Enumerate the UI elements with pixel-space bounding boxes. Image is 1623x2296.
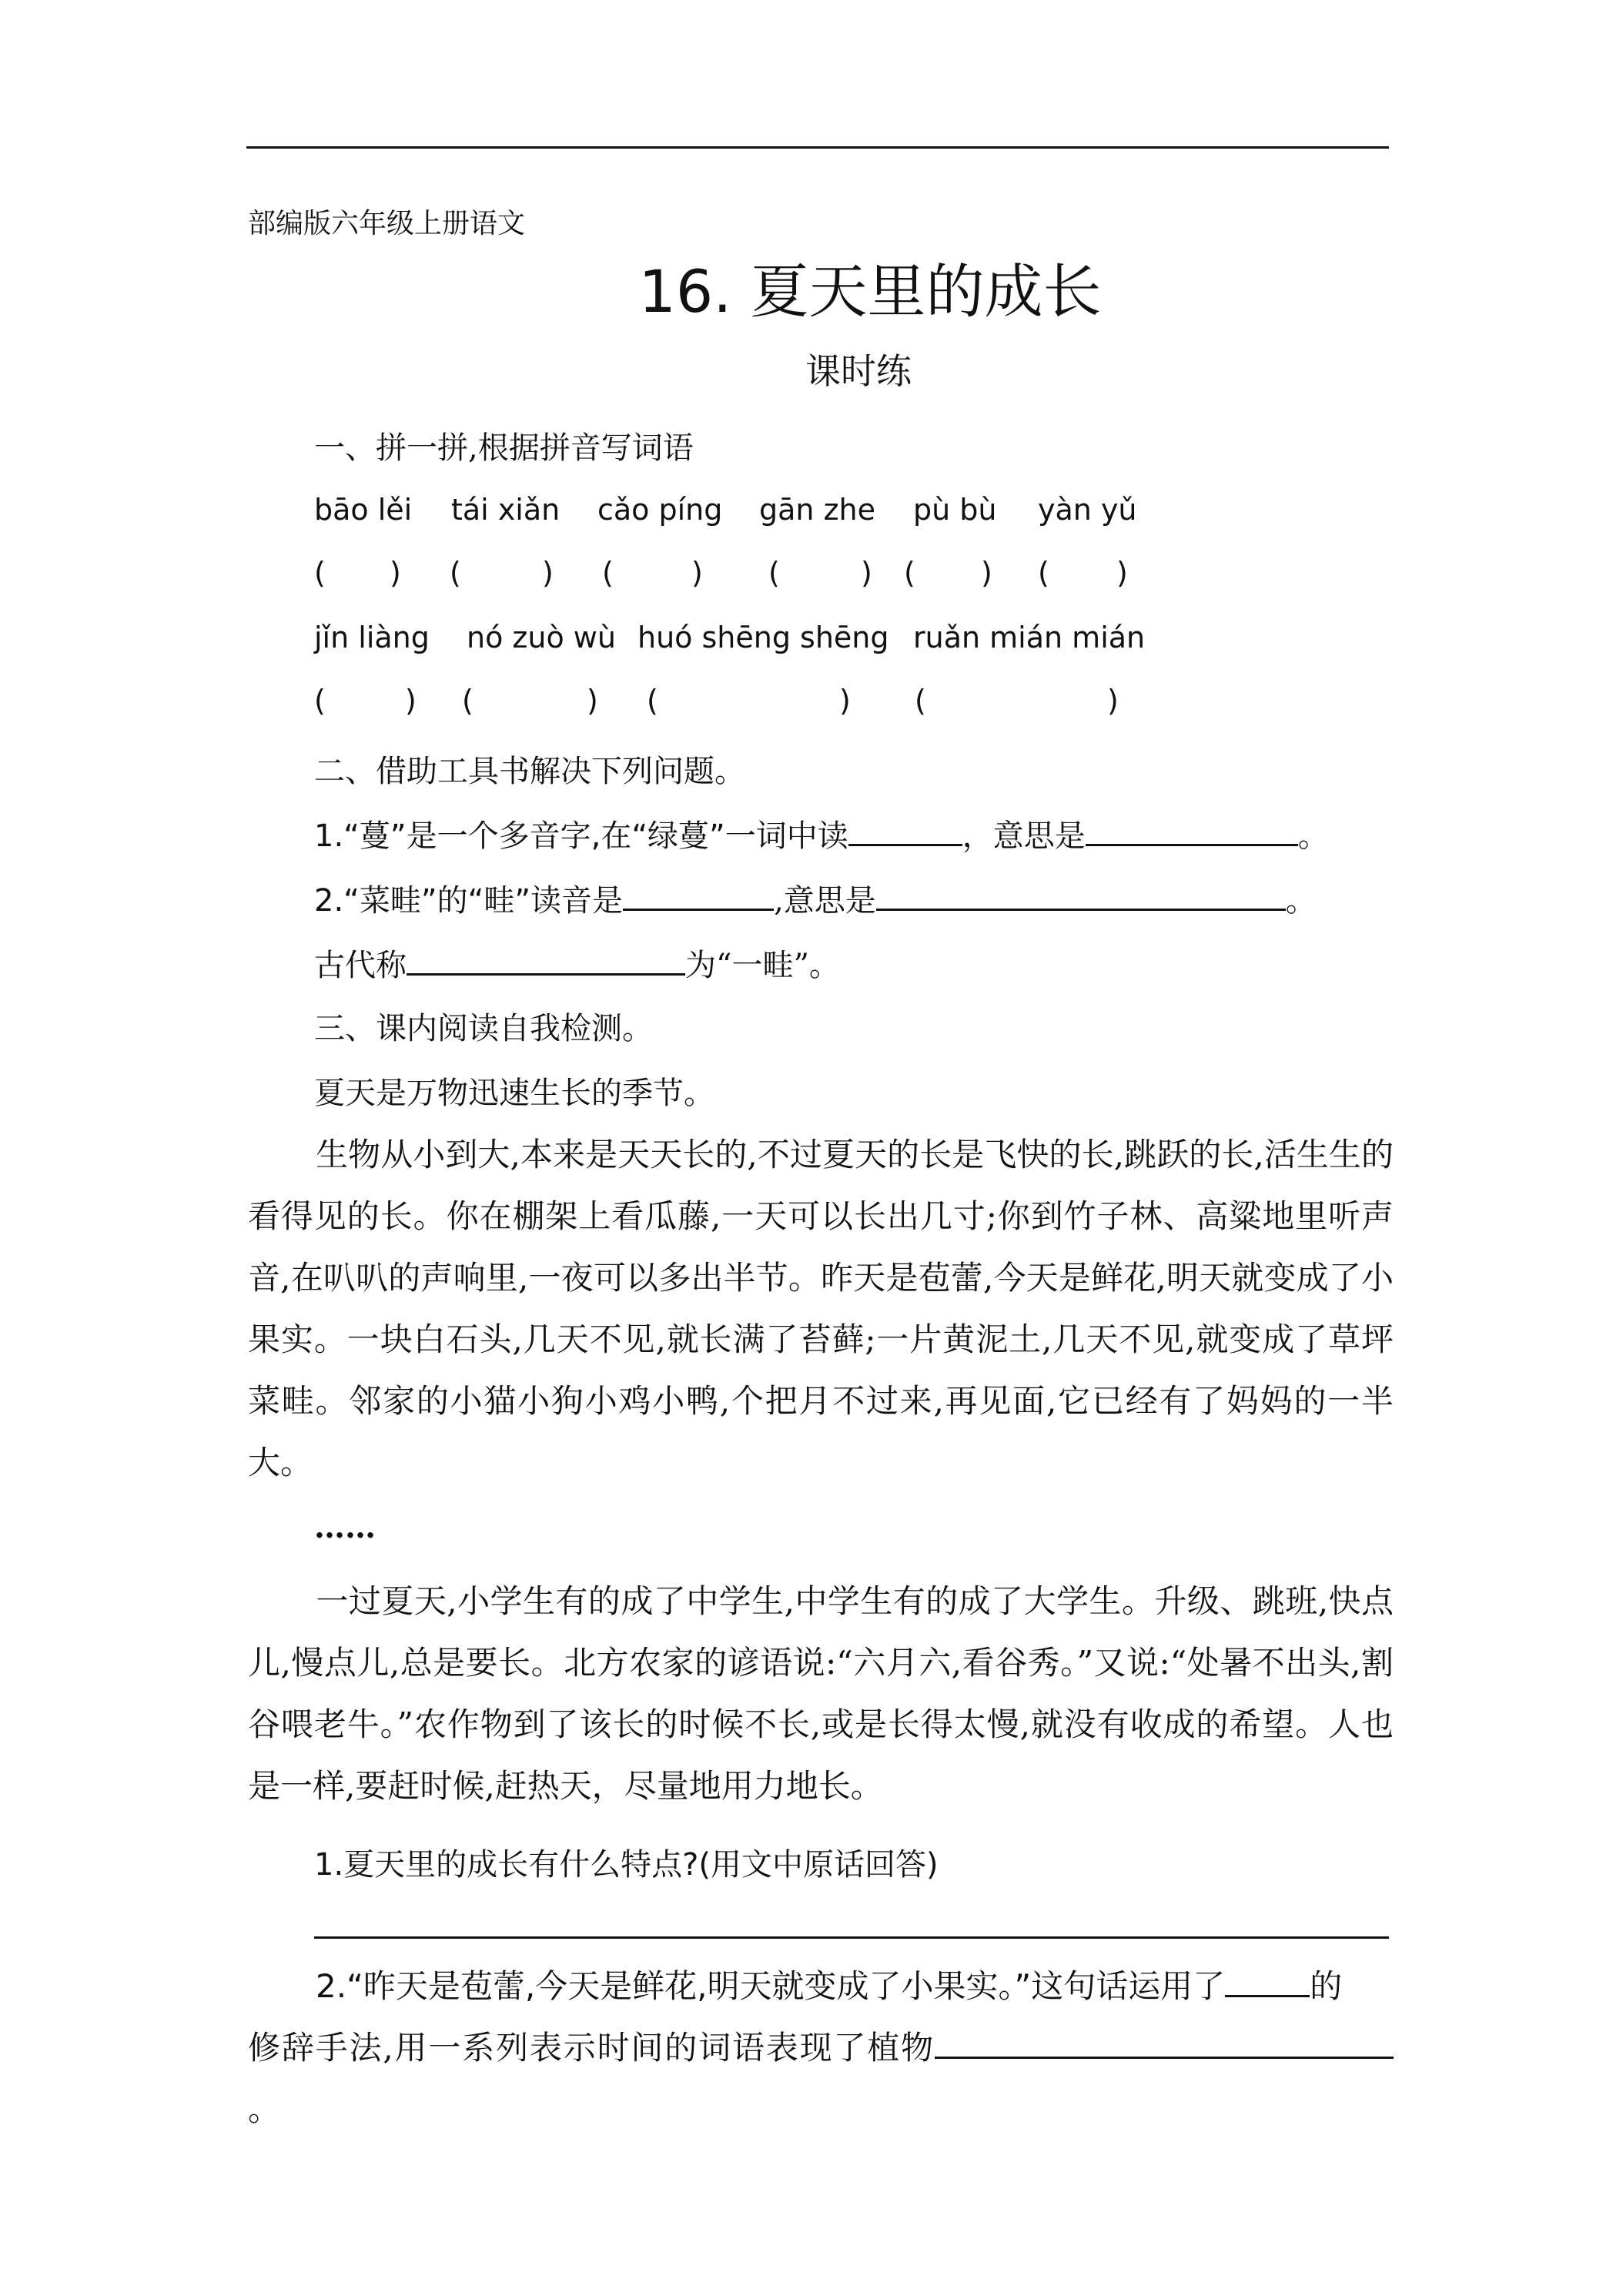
pinyin-item: bāo lěi (314, 493, 413, 527)
pinyin-item: cǎo píng (597, 493, 723, 527)
reading-paragraph-1: 夏天是万物迅速生长的季节。 (314, 1076, 714, 1111)
question-3-2: 2.“昨天是苞蕾,今天是鲜花,明天就变成了小果实。”这句话运用了 的 修辞手法,用一系列表示时间的词语表现了植物。 (248, 1956, 1394, 2140)
answer-bracket-open: ( (602, 556, 614, 590)
question-text: 1.“蔓”是一个多音字,在“绿蔓”一词中读 (314, 818, 848, 854)
answer-bracket-open: ( (647, 684, 658, 718)
answer-bracket-open: ( (915, 684, 926, 718)
answer-bracket-close: ) (691, 556, 703, 590)
answer-bracket-close: ) (1116, 556, 1128, 590)
answer-blank[interactable] (1086, 815, 1298, 846)
pinyin-item: gān zhe (759, 493, 875, 527)
answer-blank[interactable] (407, 944, 685, 976)
question-2-2 (314, 876, 1317, 920)
answer-blank[interactable] (848, 815, 962, 846)
answer-bracket-open: ( (462, 684, 474, 718)
question-text: 为“一畦”。 (685, 948, 840, 983)
answer-bracket-close: ) (861, 556, 872, 590)
reading-paragraph-3: 一过夏天,小学生有的成了中学生,中学生有的成了大学生。升级、跳班,快点儿,慢点儿,总是要长。北方农家的谚语说:“六月六,看谷秀。”又说:“处暑不出头,割谷喂老牛。”农作物到了该长的时候不长,或是长得太慢,就没有收成的希望。人也是一样,要赶时候,赶热天，尽量地用力地长。 (248, 1582, 1394, 1805)
pinyin-item: huó shēng shēng (637, 621, 889, 654)
top-rule (246, 146, 1389, 149)
answer-bracket-close: ) (542, 556, 554, 590)
question-text: 。 (1285, 883, 1317, 919)
answer-bracket-open: ( (450, 556, 461, 590)
question-2-2-continued (314, 941, 840, 985)
question-text: ,意思是 (774, 883, 876, 919)
section1-heading: 一、拼一拼,根据拼音写词语 (314, 430, 694, 466)
question-text: 古代称 (314, 948, 407, 983)
answer-bracket-close: ) (981, 556, 992, 590)
reading-paragraph-2: 生物从小到大,本来是天天长的,不过夏天的长是飞快的长,跳跃的长,活生生的看得见的长。你在棚架上看瓜藤,一天可以长出几寸;你到竹子林、高粱地里听声音,在叭叭的声响里,一夜可以多出半节。昨天是苞蕾,今天是鲜花,明天就变成了小果实。一块白石头,几天不见,就长满了苔藓;一片黄泥土,几天不见,就变成了草坪菜畦。邻家的小猫小狗小鸡小鸭,个把月不过来,再见面,它已经有了妈妈的一半大。 (248, 1136, 1394, 1481)
page-title: 16. 夏天里的成长 (638, 257, 1102, 326)
answer-bracket-open: ( (768, 556, 780, 590)
question-text: 。 (1297, 818, 1329, 854)
question-text: 2.“菜畦”的“畦”读音是 (314, 883, 624, 919)
answer-blank[interactable] (935, 2027, 1394, 2059)
section3-heading: 三、课内阅读自我检测。 (314, 1011, 653, 1046)
pinyin-item: yàn yǔ (1038, 493, 1137, 527)
answer-blank[interactable] (876, 879, 1286, 911)
pinyin-item: ruǎn mián mián (913, 621, 1146, 654)
answer-bracket-open: ( (314, 556, 326, 590)
answer-bracket-open: ( (904, 556, 915, 590)
answer-bracket-close: ) (405, 684, 417, 718)
pinyin-item: tái xiǎn (451, 493, 561, 527)
answer-bracket-close: ) (839, 684, 851, 718)
question-2-1 (314, 812, 1329, 855)
answer-blank[interactable] (1225, 1966, 1310, 1997)
page-subtitle: 课时练 (805, 350, 912, 392)
pinyin-item: pù bù (913, 493, 997, 527)
answer-bracket-close: ) (1107, 684, 1119, 718)
answer-bracket-open: ( (314, 684, 326, 718)
question-text: ，意思是 (962, 818, 1086, 854)
answer-bracket-close: ) (587, 684, 598, 718)
pinyin-item: jǐn liàng (314, 621, 430, 654)
section2-heading: 二、借助工具书解决下列问题。 (314, 754, 745, 789)
document-header: 部编版六年级上册语文 (248, 208, 526, 239)
answer-bracket-close: ) (390, 556, 401, 590)
answer-line[interactable] (314, 1936, 1389, 1939)
pinyin-item: nó zuò wù (467, 621, 616, 654)
answer-bracket-open: ( (1038, 556, 1049, 590)
question-3-1: 1.夏天里的成长有什么特点?(用文中原话回答) (314, 1847, 939, 1883)
answer-blank[interactable] (623, 879, 774, 911)
ellipsis: …… (314, 1509, 376, 1545)
